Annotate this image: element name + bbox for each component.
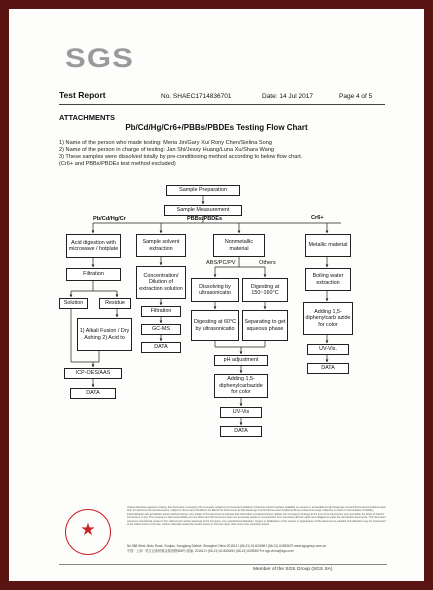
note-1: 1) Name of the person who made testing: Meria Jin/Gary Xu/ Rony Chen/Sielina Song (59, 140, 272, 146)
digesting-150-box: Digesting at 150~160°C (242, 278, 288, 302)
address-block (127, 544, 387, 553)
document-page (9, 9, 424, 581)
uv-vis-box-c: UV-Vis (220, 407, 262, 418)
footer-divider (59, 564, 387, 565)
boiling-water-box: Boiling water extraction (305, 268, 351, 291)
acid-digestion-box: Acid digestion with microwave / hotplate (66, 234, 121, 258)
digesting-60-box: Digesting at 60°C by ultrasonicatio (191, 310, 239, 341)
report-title: Test Report (59, 90, 106, 100)
data-box-b: DATA (141, 342, 181, 353)
filtration-box-a: Filtration (66, 268, 121, 281)
note-4: (Cr6+ and PBBs/PBDEs test method excluded) (59, 161, 176, 167)
attachments-heading: ATTACHMENTS (59, 113, 115, 122)
uv-vis-box-d: UV-Vis. (307, 344, 349, 355)
branch-label-metals: Pb/Cd/Hg/Cr (93, 216, 126, 222)
address-chinese: 中国 · 上海 · 松江区新桥镇金都西路588号 邮编: 201612 t (86-21) 61402666 f (86-21) 64953679 e sgs.china@sgs.com (127, 548, 294, 553)
gcms-box: GC-MS (141, 324, 181, 335)
testing-center-seal (65, 509, 111, 555)
others-label: Others (259, 260, 276, 266)
separating-box: Separating to get aqueous phase (242, 310, 288, 341)
alkali-fusion-box: 1) Alkali Fusion / Dry Ashing 2) Acid to (77, 318, 132, 351)
report-date: Date: 14 Jul 2017 (262, 93, 313, 100)
metallic-box: Metallic material (305, 234, 351, 257)
note-3: 3) These samples were dissolved totally by pre-conditioning method according to below flow chart. (59, 154, 303, 160)
member-line: Member of the SGS Group (SGS SA) (253, 567, 333, 572)
data-box-d: DATA (307, 363, 349, 374)
branch-label-pbbs: PBBs/PBDEs (187, 216, 223, 222)
adding-diphenylcarbazide-box: Adding 1,5-diphenylcarbazide for color (214, 374, 268, 398)
nonmetallic-box: Nonmetallic material (213, 234, 265, 257)
terms-fine-print: Unless otherwise agreed in writing, this document is issued by the Company subject to its General Conditions of Service printed overleaf, available on request or accessible at http://www.sgs.com/en/Terms-and-Conditions.aspx and, for electronic format documents, subject to Terms and Conditions for Electronic Documents at http://www.sgs.com/en/Terms-and-Conditions/Terms-e-Document.aspx. Attention is drawn to the limitation of liability, indemnification and jurisdiction issues defined therein. Any holder of this document is advised that information contained hereon reflects the Company's findings at the time of its intervention only and within the limits of Client's instructions, if any. The Company's sole responsibility is to its Client and this document does not exonerate parties to a transaction from exercising all their rights and obligations under the transaction documents. This document cannot be reproduced except in full, without prior written approval of the Company. Any unauthorized alteration, forgery or falsification of the content or appearance of this document is unlawful and offenders may be prosecuted to the fullest extent of the law. Unless otherwise stated the results shown in this test report refer only to the sample(s) tested. (127, 506, 386, 527)
icp-oes-box: ICP-OES/AAS (64, 368, 122, 379)
ph-adjustment-box: pH adjustment (214, 355, 268, 366)
address-english: No.588 West Jindu Road, Xinqiao, Songjiang District, Shanghai China 201612 t (86-21) 61402666 f (86-21) 64953679 www.sgsgroup.com.cn (127, 544, 327, 548)
solution-box: Solution (59, 298, 88, 309)
adding-diphenylcarbazide-box-metal: Adding 1,5-diphenylcarb azide for color (303, 302, 353, 335)
note-2: 2) Name of the person in charge of testing: Jan Shi/Jessy Huang/Luna Xu/Shara Wang (59, 147, 274, 153)
concentration-box: Concentration/ Dilution of extraction solution (136, 266, 186, 299)
filtration-box-b: Filtration (141, 306, 181, 317)
solvent-extraction-box: Sample solvent extraction (136, 234, 186, 257)
data-box-a: DATA (70, 388, 116, 399)
sgs-logo: SGS (65, 43, 135, 73)
branch-label-cr6: Cr6+ (311, 215, 324, 221)
abs-label: ABS/PC/PV (206, 260, 236, 266)
report-number: No. SHAEC1714836701 (161, 93, 232, 100)
flowchart-title: Pb/Cd/Hg/Cr6+/PBBs/PBDEs Testing Flow Chart (125, 123, 308, 132)
sample-preparation-box: Sample Preparation (166, 185, 240, 196)
residue-box: Residue (99, 298, 131, 309)
star-icon: ★ (80, 520, 96, 539)
page-number: Page 4 of 5 (339, 93, 373, 100)
sample-measurement-box: Sample Measurement (164, 205, 242, 216)
dissolving-box: Dissolving by ultrasonicatio (191, 278, 239, 302)
data-box-c: DATA (220, 426, 262, 437)
